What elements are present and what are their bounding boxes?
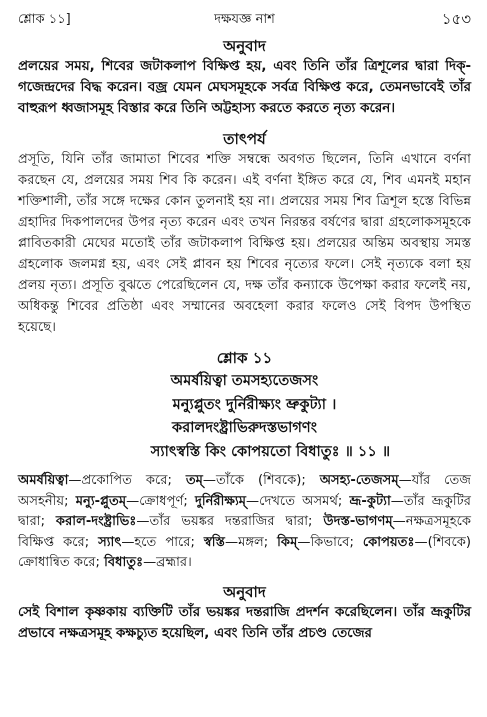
synonym-meaning: (শিবকে) ক্রোধান্বিত করে; [18, 534, 472, 570]
chapter-title: দক্ষযজ্ঞ নাশ [214, 12, 275, 27]
synonym-meaning: তাঁকে (শিবকে); [216, 473, 320, 488]
synonym-term: বিধাতুঃ [104, 555, 144, 570]
synonym-term: ভ্রূ-কুট্যা [349, 493, 391, 509]
verse-line: মন্যুপ্লুতং দুর্নিরীক্ষ্যং ভ্রুকুট্যা । [172, 395, 337, 413]
translation-heading: অনুবাদ [223, 37, 266, 55]
synonym-meaning: ব্রহ্মার। [156, 555, 192, 570]
translation2-heading: অনুবাদ [223, 582, 266, 601]
synonym-term: কিম্ [277, 534, 298, 550]
synonym-meaning: হতে পারে; [134, 534, 204, 550]
purport-heading: তাৎপর্য [223, 130, 266, 148]
synonym-term: দুর্নিরীক্ষ্যম্ [194, 493, 247, 509]
synonym-meaning: যাঁর তেজ অসহনীয়; [18, 473, 471, 509]
verse-block [18, 369, 471, 463]
page-number: ১৫৩ [441, 10, 471, 28]
running-header [18, 6, 471, 28]
synonym-term: কোপয়তঃ [362, 534, 415, 550]
synonym-meaning: তাঁর ভয়ঙ্কর দন্তরাজির দ্বারা; [149, 514, 324, 529]
synonym-meaning: কিভাবে; [310, 534, 363, 550]
synonym-term: অমর্ষয়িত্বা [18, 473, 69, 488]
synonym-meaning: দেখতে অসমর্থ; [259, 493, 350, 509]
verse-heading: শ্লোক ১১ [216, 349, 273, 367]
synonym-term: অসহ্য-তেজসম্ [319, 473, 399, 488]
verse-line: অমর্ষয়িত্বা তমসহ্যতেজসং [170, 372, 319, 389]
synonym-meaning: ক্রোধপূর্ণ; [139, 493, 195, 509]
synonym-meaning: নক্ষত্রসমূহকে বিক্ষিপ্ত করে; [18, 514, 472, 550]
purport-text: প্রসূতি, যিনি তাঁর জামাতা শিবের শক্তি সম্বন্ধে অবগত ছিলেন, তিনি এখানে বর্ণনা করছেন যে, প্রলয়ের সময় শিব কি করেন। এই বর্ণনা ইঙ্গিত করে যে, শিব এমনই মহান শক্তিশালী, তাঁর সঙ্গে দক্ষের কোন তুলনাই হয় না। প্রলয়ের সময় শিব ত্রিশূল হস্তে বিভিন্ন গ্রহাদির দিকপালদের উপর নৃত্য করেন এবং তখন নিরন্তর বর্ষণের দ্বারা গ্রহলোকসমূহকে প্লাবিতকারী মেঘের মতোই তাঁর জটাকলাপ বিক্ষিপ্ত হয়। প্রলয়ের অন্তিম অবস্থায় সমস্ত গ্রহলোক জলমগ্ন হয়, এবং সেই প্লাবন হয় শিবের নৃত্যের ফলে। সেই নৃত্যকে বলা হয় প্রলয় নৃত্য। প্রসূতি বুঝতে পেরেছিলেন যে, দক্ষ তাঁর কন্যাকে উপেক্ষা করার ফলেই নয়, অধিকন্তু শিবের প্রতিষ্ঠা এবং সম্মানের অবহেলা করার ফলেও সেই বিপদ উপস্থিত হয়েছে। [18, 152, 471, 335]
verse-reference: শ্লোক ১১] [18, 12, 71, 27]
synonym-term: স্যাৎ [98, 534, 122, 550]
synonym-meaning: মঙ্গল; [238, 534, 278, 550]
synonym-term: করাল-দংষ্ট্রাভিঃ [55, 514, 137, 529]
synonym-meaning: তাঁর ভ্রূকুটির দ্বারা; [18, 493, 471, 529]
translation-text: প্রলয়ের সময়, শিবের জটাকলাপ বিক্ষিপ্ত হয়, এবং তিনি তাঁর ত্রিশূলের দ্বারা দিক্-গজেন্দ্রদের বিদ্ধ করেন। বজ্র যেমন মেঘসমূহকে সর্বত্র বিক্ষিপ্ত করে, তেমনভাবেই তাঁর বাহুরূপ ধ্বজাসমূহ বিস্তার করে তিনি অট্টহাস্য করতে করতে নৃত্য করেন। [18, 59, 471, 116]
verse-line: করালদংষ্ট্রাভিরুদস্তভাগণং [171, 419, 317, 436]
synonym-term: তম্ [185, 473, 203, 488]
synonym-term: স্বস্তি [203, 534, 225, 550]
synonyms-text: অমর্ষয়িত্বা—প্রকোপিত করে; তম্—তাঁকে (শিবকে); অসহ্য-তেজসম্—যাঁর তেজ অসহনীয়; মন্যু-প্লুতম্—ক্রোধপূর্ণ; দুর্নিরীক্ষ্যম্—দেখতে অসমর্থ; ভ্রূ-কুট্যা—তাঁর ভ্রূকুটির দ্বারা; করাল-দংষ্ট্রাভিঃ—তাঁর ভয়ঙ্কর দন্তরাজির দ্বারা; উদস্ত-ভাগণম্—নক্ষত্রসমূহকে বিক্ষিপ্ত করে; স্যাৎ—হতে পারে; স্বস্তি—মঙ্গল; কিম্—কিভাবে; কোপয়তঃ—(শিবকে) ক্রোধান্বিত করে; বিধাতুঃ—ব্রহ্মার। [18, 473, 472, 570]
synonym-term: মন্যু-প্লুতম্ [75, 493, 127, 509]
verse-line: স্যাৎস্বস্তি কিং কোপয়তো বিধাতুঃ ॥ ১১ ॥ [150, 442, 391, 460]
synonym-term: উদস্ত-ভাগণম্ [323, 514, 393, 529]
synonym-meaning: প্রকোপিত করে; [81, 473, 186, 488]
translation2-text: সেই বিশাল কৃষ্ণকায় ব্যক্তিটি তাঁর ভয়ঙ্কর দন্তরাজি প্রদর্শন করেছিলেন। তাঁর ভ্রূকুটির প্রভাবে নক্ষত্রসমূহ কক্ষচ্যুত হয়েছিল, এবং তিনি তাঁর প্রচণ্ড তেজের [18, 604, 471, 641]
